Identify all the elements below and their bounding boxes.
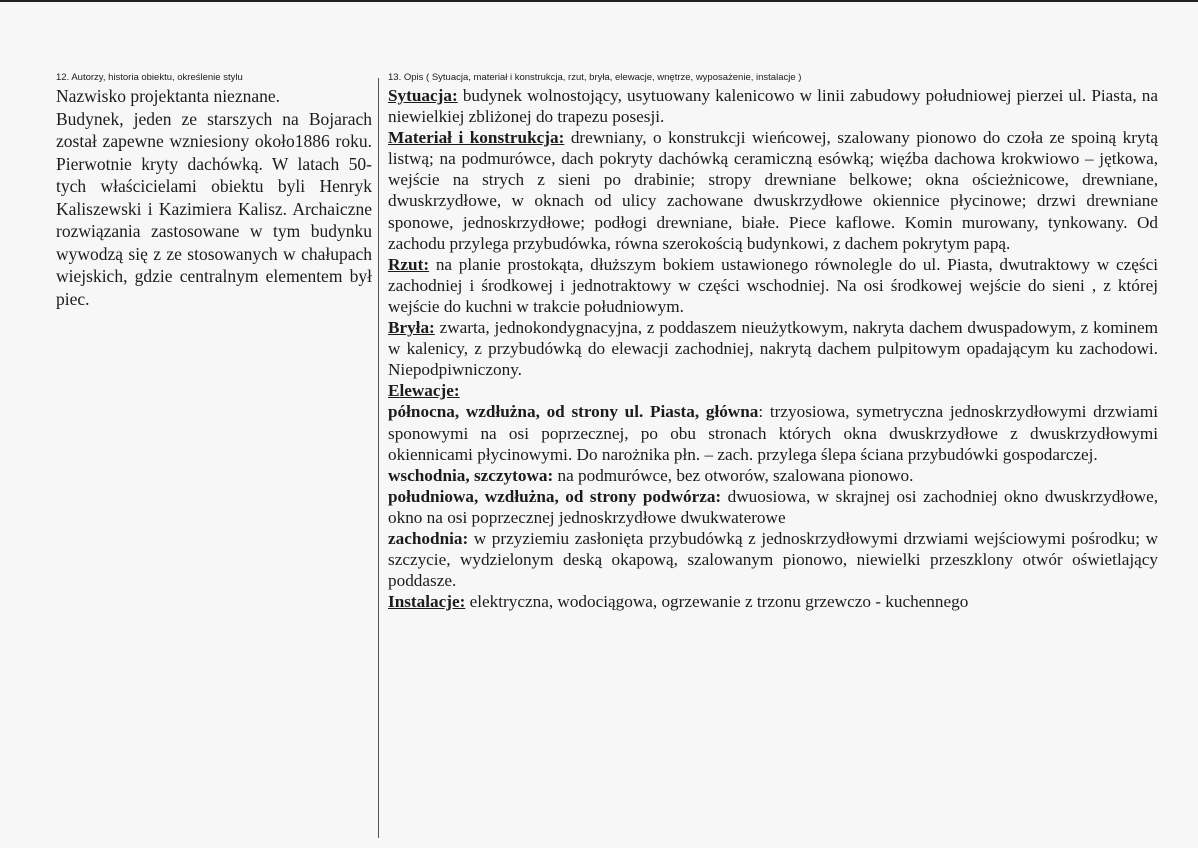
page-top-border: [0, 0, 1198, 2]
elewacje-label: Elewacje:: [388, 381, 460, 401]
instalacje-label: Instalacje:: [388, 592, 466, 612]
right-column: [388, 70, 1158, 612]
rzut-label: Rzut:: [388, 254, 430, 274]
elewacje-heading: [388, 380, 1158, 401]
zachodnia-label: zachodnia:: [388, 528, 469, 548]
polnocna-text: : trzyosiowa, symetryczna jednoskrzydłowymi drzwiami sponowymi na osi poprzecznej, po obu stronach których okna dwuskrzydłowe z dwuskrzydłowymi okiennicami płycinowymi. Do narożnika płn. – zach. przylega ślepa ściana przybudówki gospodarczej.: [388, 402, 1158, 464]
section-13-heading: 13. Opis ( Sytuacja, materiał i konstrukcja, rzut, bryła, elewacje, wnętrze, wyposażenie, instalacje ): [388, 72, 802, 83]
bryla-text: zwarta, jednokondygnacyjna, z poddaszem nieużytkowym, nakryta dachem dwuspadowym, z kominem w kalenicy, z przybudówką do elewacji zachodniej, nakrytą dachem pulpitowym opadającym ku zachodowi. Niepodpiwniczony.: [388, 318, 1158, 380]
material-label: Materiał i konstrukcja:: [388, 128, 565, 148]
elewacja-poludniowa: [388, 486, 1158, 528]
wschodnia-text: na podmurówce, bez otworów, szalowana pionowo.: [553, 465, 914, 485]
zachodnia-text: w przyziemiu zasłonięta przybudówką z jednoskrzydłowymi drzwiami wejściowymi pośrodku; w szczycie, wydzielonym deską okapową, szalowanym pionowo, niewielki przeszklony otwór oświetlający poddasze.: [388, 528, 1158, 591]
rzut-text: na planie prostokąta, dłuższym bokiem ustawionego równolegle do ul. Piasta, dwutraktowy w części zachodniej i środkowej i jednotraktowy w części wschodniej. Na osi środkowej wejście do sieni , z której wejście do kuchni w trakcie południowym.: [388, 254, 1158, 316]
sytuacja-paragraph: [388, 85, 1158, 127]
instalacje-text: elektryczna, wodociągowa, ogrzewanie z trzonu grzewczo - kuchennego: [465, 592, 969, 612]
material-paragraph: [388, 127, 1158, 254]
sytuacja-text: budynek wolnostojący, usytuowany kalenicowo w linii zabudowy południowej pierzei ul. Piasta, na niewielkiej zbliżonej do trapezu posesji.: [388, 86, 1158, 127]
column-divider: [378, 78, 379, 838]
polnocna-label: północna, wzdłużna, od strony ul. Piasta, główna: [388, 402, 759, 422]
description-body: [388, 85, 1158, 612]
rzut-paragraph: [388, 254, 1158, 317]
wschodnia-label: wschodnia, szczytowa:: [388, 465, 554, 485]
sytuacja-label: Sytuacja:: [388, 86, 458, 105]
poludniowa-label: południowa, wzdłużna, od strony podwórza:: [388, 486, 722, 506]
section-12-heading: 12. Autorzy, historia obiektu, określenie stylu: [56, 72, 243, 83]
elewacja-polnocna: [388, 401, 1158, 464]
instalacje-paragraph: [388, 591, 1158, 612]
elewacja-zachodnia: [388, 528, 1158, 591]
history-paragraph: Budynek, jeden ze starszych na Bojarach został zapewne wzniesiony około1886 roku. Pierwotnie kryty dachówką. W latach 50-tych właścicielami obiektu byli Henryk Kaliszewski i Kazimiera Kalisz. Archaiczne rozwiązania zastosowane w tym budynku wywodzą się z ze stosowanych w chałupach wiejskich, gdzie centralnym elementem był piec.: [56, 108, 372, 309]
architect-note: Nazwisko projektanta nieznane.: [56, 86, 281, 106]
left-column: [56, 70, 372, 310]
poludniowa-text: dwuosiowa, w skrajnej osi zachodniej okno dwuskrzydłowe, okno na osi poprzecznej jednoskrzydłowe dwukwaterowe: [388, 486, 1158, 527]
elewacja-wschodnia: [388, 465, 1158, 486]
bryla-label: Bryła:: [388, 318, 435, 338]
material-text: drewniany, o konstrukcji wieńcowej, szalowany pionowo do czoła ze spoiną krytą listwą; na podmurówce, dach pokryty dachówką ceramiczną esówką; więźba dachowa krokwiowo – jętkowa, wejście na strych z sieni po drabinie; stropy drewniane belkowe; okna ościeżnicowe, drewniane, dwuskrzydłowe, w oknach od ulicy zachowane dwuskrzydłowe okiennice płycinowe; drzwi drewniane sponowe, jednoskrzydłowe; podłogi drewniane, białe. Piece kaflowe. Komin murowany, tynkowany. Od zachodu przylega przybudówka, równa szerokością budynkowi, z dachem pokrytym papą.: [388, 128, 1158, 253]
bryla-paragraph: [388, 317, 1158, 380]
